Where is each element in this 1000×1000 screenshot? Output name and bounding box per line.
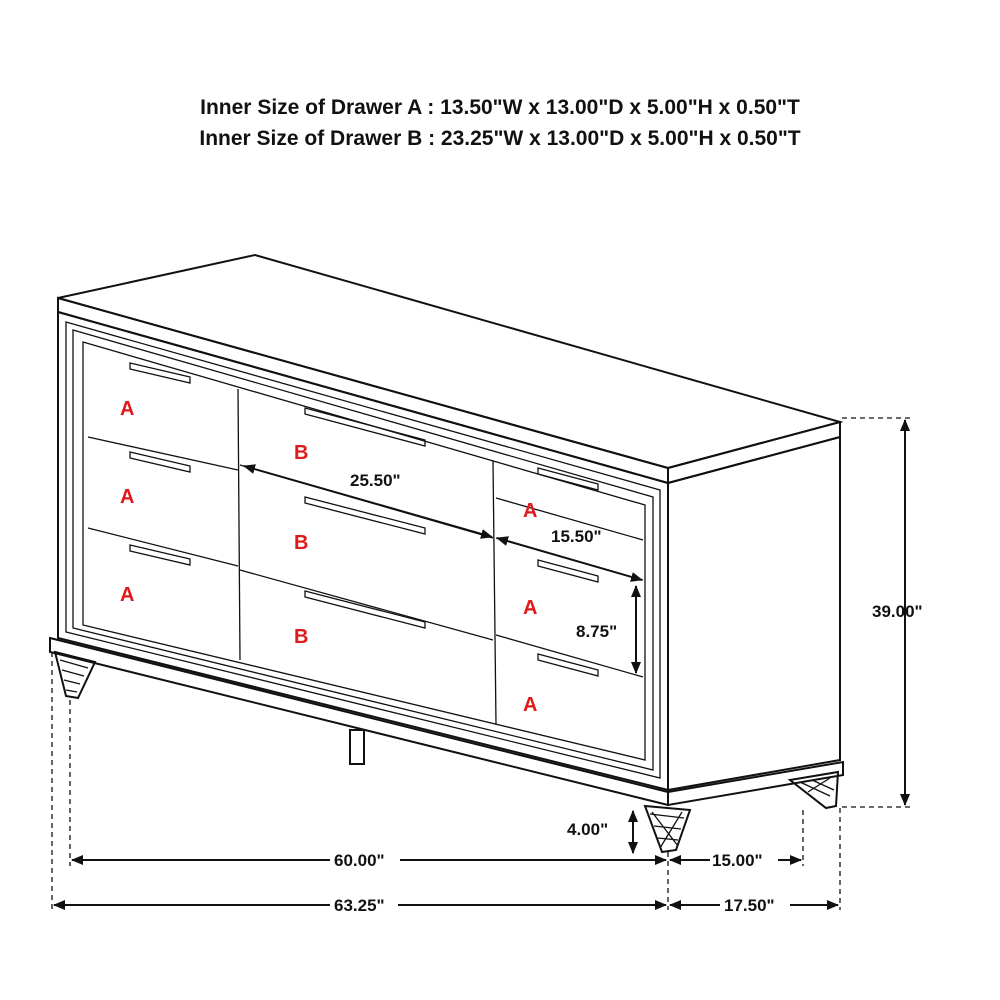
front-frame-trim-outer <box>66 322 660 778</box>
drawer-a-inner-size: Inner Size of Drawer A : 13.50"W x 13.00"D x 5.00"H x 0.50"T <box>200 96 800 119</box>
leg-height-label: 4.00" <box>567 820 609 839</box>
drawer-handle <box>305 591 425 628</box>
front-frame-trim-mid <box>73 330 653 770</box>
drawer-label-a: A <box>120 584 135 606</box>
drawer-handle <box>305 497 425 534</box>
column-divider-right <box>493 461 496 724</box>
leg-center-support <box>350 730 364 764</box>
drawer-label-a: A <box>523 694 538 716</box>
dresser-body <box>50 255 843 805</box>
center-drawer-width-label: 25.50" <box>350 471 401 490</box>
leg-height-dimension <box>567 811 633 853</box>
drawer-height-label: 8.75" <box>576 622 618 641</box>
inner-width-label: 60.00" <box>334 851 385 870</box>
dresser-top-front-edge <box>58 298 668 483</box>
drawer-label-a: A <box>523 597 538 619</box>
row-divider <box>496 635 643 677</box>
drawer-label-b: B <box>294 626 309 648</box>
drawer-handle <box>130 545 190 565</box>
dresser-plinth-side <box>668 762 843 805</box>
row-divider <box>240 570 493 640</box>
overall-height-label: 39.00" <box>872 602 923 621</box>
drawer-label-b: B <box>294 442 309 464</box>
drawer-b-inner-size: Inner Size of Drawer B : 23.25"W x 13.00"D x 5.00"H x 0.50"T <box>199 127 801 150</box>
dresser-plinth-front <box>50 638 668 805</box>
drawer-handle <box>130 452 190 472</box>
dresser-top-side-edge <box>668 422 840 483</box>
drawer-handle <box>130 363 190 383</box>
inner-depth-label: 15.00" <box>712 851 763 870</box>
dresser-top-surface <box>58 255 840 468</box>
overall-height-dimension <box>842 418 923 807</box>
side-drawer-width-label: 15.50" <box>551 527 602 546</box>
overall-width-label: 63.25" <box>334 896 385 915</box>
drawer-handle <box>538 560 598 582</box>
drawer-label-a: A <box>120 398 135 420</box>
front-frame-trim-inner <box>83 342 645 760</box>
drawer-label-a: A <box>120 486 135 508</box>
drawer-handle <box>538 654 598 676</box>
dresser-side-panel <box>668 437 840 790</box>
drawer-label-a: A <box>523 500 538 522</box>
leg-front-right <box>645 806 690 852</box>
drawer-label-b: B <box>294 532 309 554</box>
row-divider <box>88 528 238 566</box>
column-divider-left <box>238 389 240 660</box>
overall-depth-label: 17.50" <box>724 896 775 915</box>
